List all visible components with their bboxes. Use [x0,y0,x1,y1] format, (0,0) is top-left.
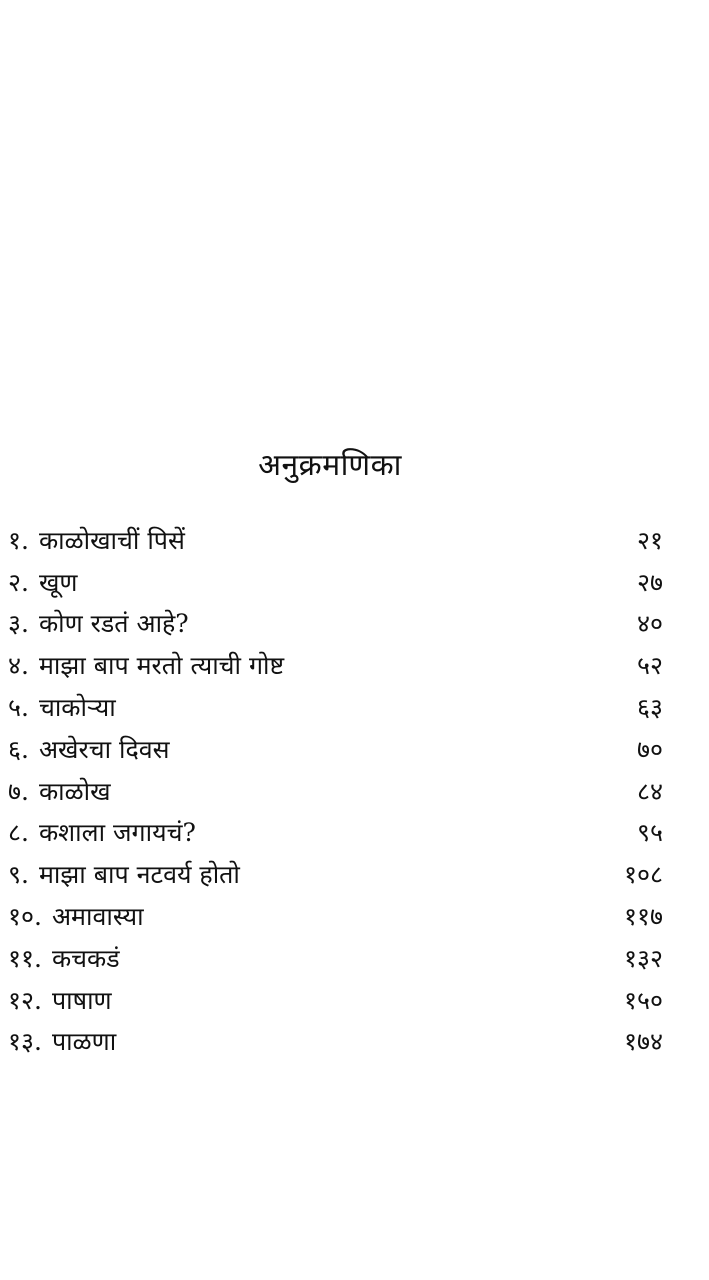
entry-left [8,773,111,811]
entry-page-number: ४० [636,609,663,639]
entry-left [8,940,120,978]
entry-title: पाषाण [51,985,112,1015]
entry-left [8,689,116,727]
entry-page-number: ७० [636,734,663,764]
toc-entry [8,896,663,938]
entry-title: कशाला जगायचं? [38,818,196,848]
entry-left [8,564,77,602]
toc-entry [8,980,663,1022]
entry-number: २. [8,567,29,597]
entry-page-number: १५० [623,985,663,1015]
entry-page-number: १७४ [623,1027,663,1057]
table-of-contents [8,520,663,1063]
entry-number: ७. [8,776,29,806]
entry-title: माझा बाप मरतो त्याची गोष्ट [38,651,285,681]
entry-number: ४. [8,651,29,681]
entry-title: कचकडं [51,943,120,973]
toc-entry [8,562,663,604]
entry-title: अमावास्या [51,902,144,932]
toc-entry [8,1022,663,1064]
entry-left [8,982,112,1020]
entry-left [8,647,284,685]
entry-title: अखेरचा दिवस [38,734,170,764]
entry-title: माझा बाप नटवर्य होतो [38,860,240,890]
toc-entry [8,645,663,687]
toc-entry [8,687,663,729]
entry-number: ३. [8,609,29,639]
entry-number: ९. [8,860,29,890]
entry-page-number: ८४ [636,776,663,806]
entry-title: काळोखाचीं पिसें [38,525,185,555]
entry-number: ५. [8,693,29,723]
entry-left [8,605,189,643]
toc-entry [8,520,663,562]
entry-left [8,731,170,769]
entry-title: कोण रडतं आहे? [38,609,189,639]
toc-entry [8,813,663,855]
page-title: अनुक्रमणिका [258,448,402,483]
entry-page-number: ५२ [636,651,663,681]
entry-page-number: २७ [636,567,663,597]
entry-number: ११. [8,943,42,973]
entry-page-number: २१ [636,525,663,555]
toc-entry [8,854,663,896]
entry-left [8,522,185,560]
entry-number: ८. [8,818,29,848]
entry-page-number: ११७ [623,902,663,932]
entry-number: १०. [8,902,42,932]
entry-number: १३. [8,1027,42,1057]
toc-entry [8,938,663,980]
entry-number: ६. [8,734,29,764]
toc-entry [8,604,663,646]
entry-title: काळोख [38,776,111,806]
entry-page-number: १३२ [623,943,663,973]
entry-left [8,898,144,936]
entry-left [8,1023,116,1061]
entry-page-number: ६३ [636,693,663,723]
entry-number: १२. [8,985,42,1015]
entry-left [8,814,196,852]
entry-page-number: १०८ [623,860,663,890]
entry-page-number: ९५ [636,818,663,848]
entry-title: चाकोऱ्या [38,693,116,723]
toc-entry [8,729,663,771]
entry-title: पाळणा [51,1027,117,1057]
entry-number: १. [8,525,29,555]
toc-entry [8,771,663,813]
entry-left [8,856,240,894]
entry-title: खूण [38,567,78,597]
